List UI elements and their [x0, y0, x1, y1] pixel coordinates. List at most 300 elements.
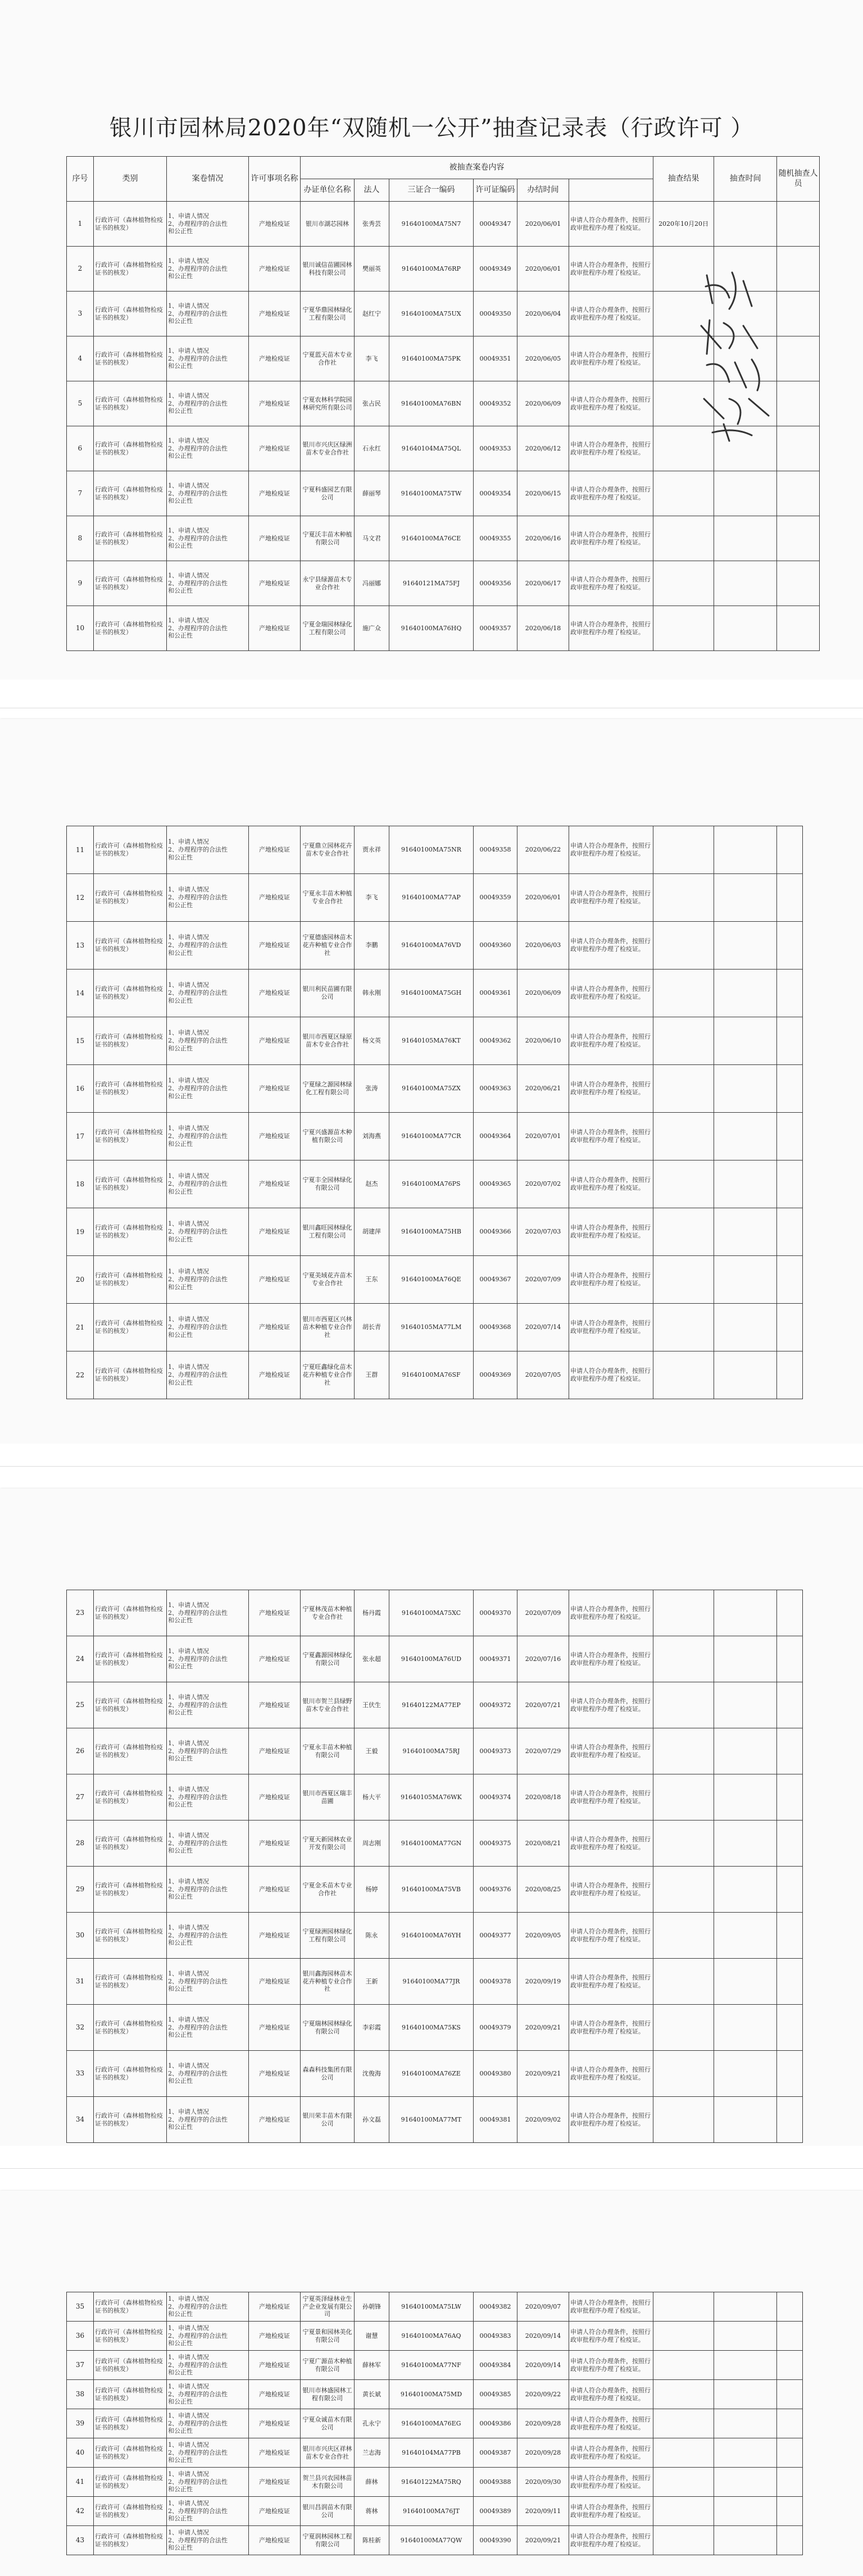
case-line: 2、办理程序的合法性	[168, 1132, 228, 1140]
row-item-name: 产地检疫证	[249, 1728, 301, 1774]
row-number: 28	[67, 1821, 94, 1867]
row-credit-code: 91640100MA76QE	[389, 1256, 474, 1304]
row-remark	[777, 1636, 803, 1682]
table-row	[67, 1867, 803, 1913]
row-remark	[777, 606, 820, 651]
row-completion-date: 2020/07/05	[517, 1351, 569, 1399]
row-completion-date: 2020/06/10	[517, 1017, 569, 1065]
row-check-result: 申请人符合办理条件，按照行政审批程序办理了检疫证。	[569, 1017, 653, 1065]
row-check-result: 申请人符合办理条件，按照行政审批程序办理了检疫证。	[569, 1774, 653, 1821]
row-number: 43	[67, 2526, 94, 2555]
row-check-result: 申请人符合办理条件，按照行政审批程序办理了检疫证。	[569, 1351, 653, 1399]
row-legal-person: 孙文磊	[355, 2097, 389, 2143]
table-row	[67, 2097, 803, 2143]
case-line: 2、办理程序的合法性	[168, 1793, 228, 1801]
case-line: 2、办理程序的合法性	[168, 1839, 228, 1847]
row-organization: 宁夏鑫源园林绿化有限公司	[301, 1636, 355, 1682]
row-category: 行政许可（森林植物检疫证书的核发）	[94, 1867, 167, 1913]
case-line: 1、申请人情况	[168, 886, 209, 894]
row-organization: 银川市兴庆区绿洲苗木专业合作社	[301, 426, 355, 471]
row-number: 20	[67, 1256, 94, 1304]
row-legal-person: 张涛	[355, 1065, 389, 1113]
row-item-name: 产地检疫证	[249, 922, 301, 970]
row-category: 行政许可（森林植物检疫证书的核发）	[94, 874, 167, 922]
row-case-info	[167, 561, 249, 606]
row-credit-code: 91640100MA76RP	[389, 247, 474, 292]
row-license-code: 00049370	[474, 1590, 517, 1636]
row-number: 5	[67, 381, 94, 426]
row-license-code: 00049388	[474, 2468, 517, 2497]
row-license-code: 00049350	[474, 292, 517, 336]
row-license-code: 00049376	[474, 1867, 517, 1913]
row-check-result: 申请人符合办理条件，按照行政审批程序办理了检疫证。	[569, 1113, 653, 1160]
case-line: 和公正性	[168, 362, 193, 370]
case-line: 2、办理程序的合法性	[168, 1885, 228, 1893]
row-completion-date: 2020/09/07	[517, 2292, 569, 2322]
case-line: 1、申请人情况	[168, 1969, 209, 1977]
row-completion-date: 2020/08/21	[517, 1821, 569, 1867]
row-case-info	[167, 2322, 249, 2351]
row-checker	[714, 2322, 777, 2351]
case-line: 2、办理程序的合法性	[168, 941, 228, 949]
row-license-code: 00049375	[474, 1821, 517, 1867]
row-legal-person: 李飞	[355, 336, 389, 381]
row-check-time	[653, 1017, 714, 1065]
row-category: 行政许可（森林植物检疫证书的核发）	[94, 2497, 167, 2526]
row-organization: 银川市兴庆区祥林苗木专业合作社	[301, 2438, 355, 2468]
row-license-code: 00049371	[474, 1636, 517, 1682]
row-organization: 森森科技集团有限公司	[301, 2051, 355, 2097]
row-legal-person: 赵红宁	[355, 292, 389, 336]
row-item-name: 产地检疫证	[249, 1208, 301, 1256]
case-line: 1、申请人情况	[168, 2441, 209, 2448]
row-checker	[714, 1113, 777, 1160]
row-checker	[714, 826, 777, 874]
signature-icon	[690, 264, 785, 444]
row-number: 9	[67, 561, 94, 606]
row-organization: 宁夏景和园林美化有限公司	[301, 2322, 355, 2351]
row-organization: 贺兰县兴农园林苗木有限公司	[301, 2468, 355, 2497]
row-check-result: 申请人符合办理条件，按照行政审批程序办理了检疫证。	[569, 1821, 653, 1867]
row-check-result: 申请人符合办理条件，按照行政审批程序办理了检疫证。	[569, 1065, 653, 1113]
row-check-time	[653, 1821, 714, 1867]
row-case-info	[167, 2005, 249, 2051]
row-case-info	[167, 2468, 249, 2497]
row-check-time	[653, 1113, 714, 1160]
case-line: 2、办理程序的合法性	[168, 1931, 228, 1939]
case-line: 和公正性	[168, 1283, 193, 1291]
row-credit-code: 91640121MA75FJ	[389, 561, 474, 606]
case-line: 和公正性	[168, 996, 193, 1004]
row-check-result: 申请人符合办理条件，按照行政审批程序办理了检疫证。	[569, 2468, 653, 2497]
case-line: 和公正性	[168, 497, 193, 505]
case-line: 2、办理程序的合法性	[168, 2390, 228, 2398]
row-license-code: 00049380	[474, 2051, 517, 2097]
row-check-time	[653, 471, 714, 516]
row-item-name: 产地检疫证	[249, 2351, 301, 2380]
row-number: 12	[67, 874, 94, 922]
case-line: 1、申请人情况	[168, 1647, 209, 1655]
row-number: 37	[67, 2351, 94, 2380]
row-category: 行政许可（森林植物检疫证书的核发）	[94, 2351, 167, 2380]
row-organization: 宁夏美域花卉苗木专业合作社	[301, 1256, 355, 1304]
row-legal-person: 贾永祥	[355, 826, 389, 874]
row-organization: 宁夏农林科学院园林研究所有限公司	[301, 381, 355, 426]
header-item: 许可事项名称	[249, 157, 301, 202]
row-checker	[714, 561, 777, 606]
row-remark	[777, 2468, 803, 2497]
table-row	[67, 471, 820, 516]
row-completion-date: 2020/07/02	[517, 1160, 569, 1208]
row-legal-person: 刘海燕	[355, 1113, 389, 1160]
row-license-code: 00049352	[474, 381, 517, 426]
row-license-code: 00049377	[474, 1913, 517, 1959]
case-line: 1、申请人情况	[168, 1831, 209, 1839]
row-license-code: 00049364	[474, 1113, 517, 1160]
row-number: 7	[67, 471, 94, 516]
case-line: 1、申请人情况	[168, 1029, 209, 1037]
row-credit-code: 91640100MA75MD	[389, 2380, 474, 2409]
row-credit-code: 91640100MA75XC	[389, 1590, 474, 1636]
row-case-info	[167, 1017, 249, 1065]
row-item-name: 产地检疫证	[249, 1913, 301, 1959]
row-item-name: 产地检疫证	[249, 1113, 301, 1160]
row-checker	[714, 922, 777, 970]
row-case-info	[167, 247, 249, 292]
row-check-time	[653, 2005, 714, 2051]
case-line: 和公正性	[168, 1893, 193, 1901]
row-legal-person: 薛林	[355, 2468, 389, 2497]
row-item-name: 产地检疫证	[249, 1017, 301, 1065]
row-check-time	[653, 970, 714, 1017]
row-completion-date: 2020/07/01	[517, 1113, 569, 1160]
row-credit-code: 91640104MA77PB	[389, 2438, 474, 2468]
row-checker	[714, 1160, 777, 1208]
table-row	[67, 1160, 803, 1208]
row-completion-date: 2020/08/18	[517, 1774, 569, 1821]
record-table-page-4	[66, 2292, 803, 2555]
row-checker	[714, 606, 777, 651]
row-remark	[777, 2409, 803, 2438]
header-result: 抽查结果	[653, 157, 714, 202]
case-line: 2、办理程序的合法性	[168, 2332, 228, 2340]
row-item-name: 产地检疫证	[249, 381, 301, 426]
header-date: 办结时间	[517, 179, 569, 202]
row-completion-date: 2020/06/03	[517, 922, 569, 970]
case-line: 和公正性	[168, 2398, 193, 2406]
row-organization: 银川市西夏区绿原苗木专业合作社	[301, 1017, 355, 1065]
row-check-time	[653, 2351, 714, 2380]
row-organization: 宁夏众诚苗木有限公司	[301, 2409, 355, 2438]
case-line: 1、申请人情况	[168, 1923, 209, 1931]
row-category: 行政许可（森林植物检疫证书的核发）	[94, 426, 167, 471]
row-case-info	[167, 1728, 249, 1774]
row-legal-person: 杨大平	[355, 1774, 389, 1821]
row-number: 32	[67, 2005, 94, 2051]
row-completion-date: 2020/09/19	[517, 1959, 569, 2005]
table-row	[67, 1636, 803, 1682]
case-line: 1、申请人情况	[168, 1363, 209, 1371]
row-number: 34	[67, 2097, 94, 2143]
row-license-code: 00049379	[474, 2005, 517, 2051]
row-category: 行政许可（森林植物检疫证书的核发）	[94, 1913, 167, 1959]
row-completion-date: 2020/06/05	[517, 336, 569, 381]
row-check-time	[653, 606, 714, 651]
row-completion-date: 2020/09/22	[517, 2380, 569, 2409]
row-checker	[714, 2051, 777, 2097]
row-checker	[714, 2526, 777, 2555]
row-checker	[714, 1867, 777, 1913]
row-remark	[777, 561, 820, 606]
row-organization: 银川市湖芯园林	[301, 202, 355, 247]
case-line: 和公正性	[168, 2544, 193, 2552]
table-row	[67, 1065, 803, 1113]
row-case-info	[167, 381, 249, 426]
row-number: 24	[67, 1636, 94, 1682]
case-line: 2、办理程序的合法性	[168, 1747, 228, 1755]
header-check-time: 抽查时间	[714, 157, 777, 202]
row-number: 8	[67, 516, 94, 561]
table-row	[67, 2322, 803, 2351]
case-line: 和公正性	[168, 587, 193, 595]
row-credit-code: 91640100MA77NF	[389, 2351, 474, 2380]
row-remark	[777, 2051, 803, 2097]
case-line: 1、申请人情况	[168, 1785, 209, 1793]
row-remark	[777, 471, 820, 516]
case-line: 1、申请人情况	[168, 2324, 209, 2332]
row-check-result: 申请人符合办理条件，按照行政审批程序办理了检疫证。	[569, 606, 653, 651]
case-line: 1、申请人情况	[168, 1268, 209, 1276]
row-organization: 宁夏绿之源园林绿化工程有限公司	[301, 1065, 355, 1113]
table-row	[67, 1351, 803, 1399]
row-legal-person: 周志刚	[355, 1821, 389, 1867]
case-line: 1、申请人情况	[168, 2353, 209, 2361]
case-line: 2、办理程序的合法性	[168, 2361, 228, 2369]
row-checker	[714, 1821, 777, 1867]
row-check-result: 申请人符合办理条件，按照行政审批程序办理了检疫证。	[569, 336, 653, 381]
row-case-info	[167, 2409, 249, 2438]
row-case-info	[167, 874, 249, 922]
row-credit-code: 91640100MA76HQ	[389, 606, 474, 651]
row-check-time	[653, 516, 714, 561]
row-item-name: 产地检疫证	[249, 247, 301, 292]
row-category: 行政许可（森林植物检疫证书的核发）	[94, 381, 167, 426]
row-number: 17	[67, 1113, 94, 1160]
case-line: 2、办理程序的合法性	[168, 399, 228, 407]
row-credit-code: 91640100MA76CE	[389, 516, 474, 561]
row-category: 行政许可（森林植物检疫证书的核发）	[94, 1590, 167, 1636]
row-completion-date: 2020/07/14	[517, 1304, 569, 1351]
row-category: 行政许可（森林植物检疫证书的核发）	[94, 471, 167, 516]
row-number: 29	[67, 1867, 94, 1913]
table-row	[67, 1913, 803, 1959]
row-check-result: 申请人符合办理条件，按照行政审批程序办理了检疫证。	[569, 1913, 653, 1959]
row-remark	[777, 1065, 803, 1113]
row-check-result: 申请人符合办理条件，按照行政审批程序办理了检疫证。	[569, 202, 653, 247]
row-item-name: 产地检疫证	[249, 2292, 301, 2322]
case-line: 2、办理程序的合法性	[168, 444, 228, 452]
row-checker	[714, 1728, 777, 1774]
row-organization: 宁夏科盛园艺有限公司	[301, 471, 355, 516]
row-check-time	[653, 1160, 714, 1208]
row-legal-person: 冯丽娜	[355, 561, 389, 606]
row-check-time	[653, 2497, 714, 2526]
row-credit-code: 91640100MA77JR	[389, 1959, 474, 2005]
table-row	[67, 1590, 803, 1636]
row-check-time	[653, 1208, 714, 1256]
row-check-result: 申请人符合办理条件，按照行政审批程序办理了检疫证。	[569, 2351, 653, 2380]
row-license-code: 00049385	[474, 2380, 517, 2409]
row-item-name: 产地检疫证	[249, 202, 301, 247]
row-item-name: 产地检疫证	[249, 826, 301, 874]
row-remark	[777, 1304, 803, 1351]
row-item-name: 产地检疫证	[249, 426, 301, 471]
row-license-code: 00049374	[474, 1774, 517, 1821]
row-remark	[777, 2351, 803, 2380]
row-number: 16	[67, 1065, 94, 1113]
row-license-code: 00049363	[474, 1065, 517, 1113]
row-completion-date: 2020/06/04	[517, 292, 569, 336]
case-line: 2、办理程序的合法性	[168, 265, 228, 272]
row-number: 22	[67, 1351, 94, 1399]
row-category: 行政许可（森林植物检疫证书的核发）	[94, 202, 167, 247]
row-remark	[777, 1017, 803, 1065]
row-category: 行政许可（森林植物检疫证书的核发）	[94, 2409, 167, 2438]
case-line: 和公正性	[168, 632, 193, 640]
row-organization: 宁夏华鼎园林绿化工程有限公司	[301, 292, 355, 336]
row-case-info	[167, 922, 249, 970]
row-checker	[714, 2409, 777, 2438]
case-line: 2、办理程序的合法性	[168, 1323, 228, 1331]
row-license-code: 00049361	[474, 970, 517, 1017]
header-org: 办证单位名称	[301, 179, 355, 202]
row-credit-code: 91640100MA75GH	[389, 970, 474, 1017]
row-check-time	[653, 1636, 714, 1682]
row-number: 23	[67, 1590, 94, 1636]
row-number: 40	[67, 2438, 94, 2468]
row-credit-code: 91640100MA76JT	[389, 2497, 474, 2526]
case-line: 和公正性	[168, 452, 193, 460]
row-category: 行政许可（森林植物检疫证书的核发）	[94, 2526, 167, 2555]
row-checker	[714, 1256, 777, 1304]
case-line: 2、办理程序的合法性	[168, 2507, 228, 2515]
row-category: 行政许可（森林植物检疫证书的核发）	[94, 2292, 167, 2322]
case-line: 1、申请人情况	[168, 1125, 209, 1132]
row-legal-person: 孔永宁	[355, 2409, 389, 2438]
record-table-page-2	[66, 826, 803, 1399]
row-item-name: 产地检疫证	[249, 2409, 301, 2438]
row-number: 27	[67, 1774, 94, 1821]
case-line: 1、申请人情况	[168, 1077, 209, 1085]
case-line: 1、申请人情况	[168, 2528, 209, 2536]
row-remark	[777, 516, 820, 561]
row-case-info	[167, 1774, 249, 1821]
row-organization: 宁夏鼎立园林花卉苗木专业合作社	[301, 826, 355, 874]
case-line: 和公正性	[168, 1235, 193, 1243]
row-category: 行政许可（森林植物检疫证书的核发）	[94, 292, 167, 336]
row-item-name: 产地检疫证	[249, 2438, 301, 2468]
row-case-info	[167, 516, 249, 561]
case-line: 1、申请人情况	[168, 1316, 209, 1323]
row-case-info	[167, 426, 249, 471]
row-completion-date: 2020/06/09	[517, 381, 569, 426]
row-organization: 宁夏德盛园林苗木花卉种植专业合作社	[301, 922, 355, 970]
row-organization: 宁夏永丰苗木种植专业合作社	[301, 874, 355, 922]
row-legal-person: 胡建萍	[355, 1208, 389, 1256]
row-case-info	[167, 1113, 249, 1160]
case-line: 和公正性	[168, 1617, 193, 1624]
table-row	[67, 2051, 803, 2097]
row-case-info	[167, 1636, 249, 1682]
row-category: 行政许可（森林植物检疫证书的核发）	[94, 561, 167, 606]
row-completion-date: 2020/06/12	[517, 426, 569, 471]
row-license-code: 00049382	[474, 2292, 517, 2322]
row-completion-date: 2020/09/14	[517, 2322, 569, 2351]
case-line: 1、申请人情况	[168, 981, 209, 989]
row-number: 14	[67, 970, 94, 1017]
header-checker: 随机抽查人员	[777, 157, 820, 202]
row-check-time	[653, 2438, 714, 2468]
row-legal-person: 张秀芸	[355, 202, 389, 247]
header-license: 许可证编码	[474, 179, 517, 202]
row-credit-code: 91640100MA76UD	[389, 1636, 474, 1682]
row-category: 行政许可（森林植物检疫证书的核发）	[94, 2438, 167, 2468]
table-row	[67, 2409, 803, 2438]
table-row	[67, 1821, 803, 1867]
row-checker	[714, 1913, 777, 1959]
row-license-code: 00049349	[474, 247, 517, 292]
table-row	[67, 922, 803, 970]
row-remark	[777, 1728, 803, 1774]
case-line: 1、申请人情况	[168, 1220, 209, 1228]
table-row	[67, 1017, 803, 1065]
row-legal-person: 薛林军	[355, 2351, 389, 2380]
row-item-name: 产地检疫证	[249, 2497, 301, 2526]
row-number: 38	[67, 2380, 94, 2409]
case-line: 1、申请人情况	[168, 1693, 209, 1701]
row-check-time	[653, 2051, 714, 2097]
case-line: 1、申请人情况	[168, 257, 209, 265]
row-legal-person: 王群	[355, 1351, 389, 1399]
row-organization: 宁夏丰全园林绿化有限公司	[301, 1160, 355, 1208]
row-item-name: 产地检疫证	[249, 561, 301, 606]
case-line: 2、办理程序的合法性	[168, 2478, 228, 2486]
row-organization: 宁夏旺鑫绿化苗木花卉种植专业合作社	[301, 1351, 355, 1399]
row-number: 39	[67, 2409, 94, 2438]
row-license-code: 00049365	[474, 1160, 517, 1208]
row-item-name: 产地检疫证	[249, 2526, 301, 2555]
row-number: 6	[67, 426, 94, 471]
table-row	[67, 874, 803, 922]
row-checker	[714, 471, 777, 516]
row-license-code: 00049383	[474, 2322, 517, 2351]
row-completion-date: 2020/06/01	[517, 247, 569, 292]
row-legal-person: 兰志海	[355, 2438, 389, 2468]
row-case-info	[167, 202, 249, 247]
row-license-code: 00049366	[474, 1208, 517, 1256]
row-case-info	[167, 471, 249, 516]
row-check-time	[653, 2380, 714, 2409]
row-number: 42	[67, 2497, 94, 2526]
row-legal-person: 沈俊海	[355, 2051, 389, 2097]
row-case-info	[167, 2497, 249, 2526]
row-case-info	[167, 2380, 249, 2409]
case-line: 和公正性	[168, 2077, 193, 2085]
row-completion-date: 2020/09/28	[517, 2438, 569, 2468]
row-item-name: 产地检疫证	[249, 1160, 301, 1208]
row-case-info	[167, 2526, 249, 2555]
row-number: 3	[67, 292, 94, 336]
